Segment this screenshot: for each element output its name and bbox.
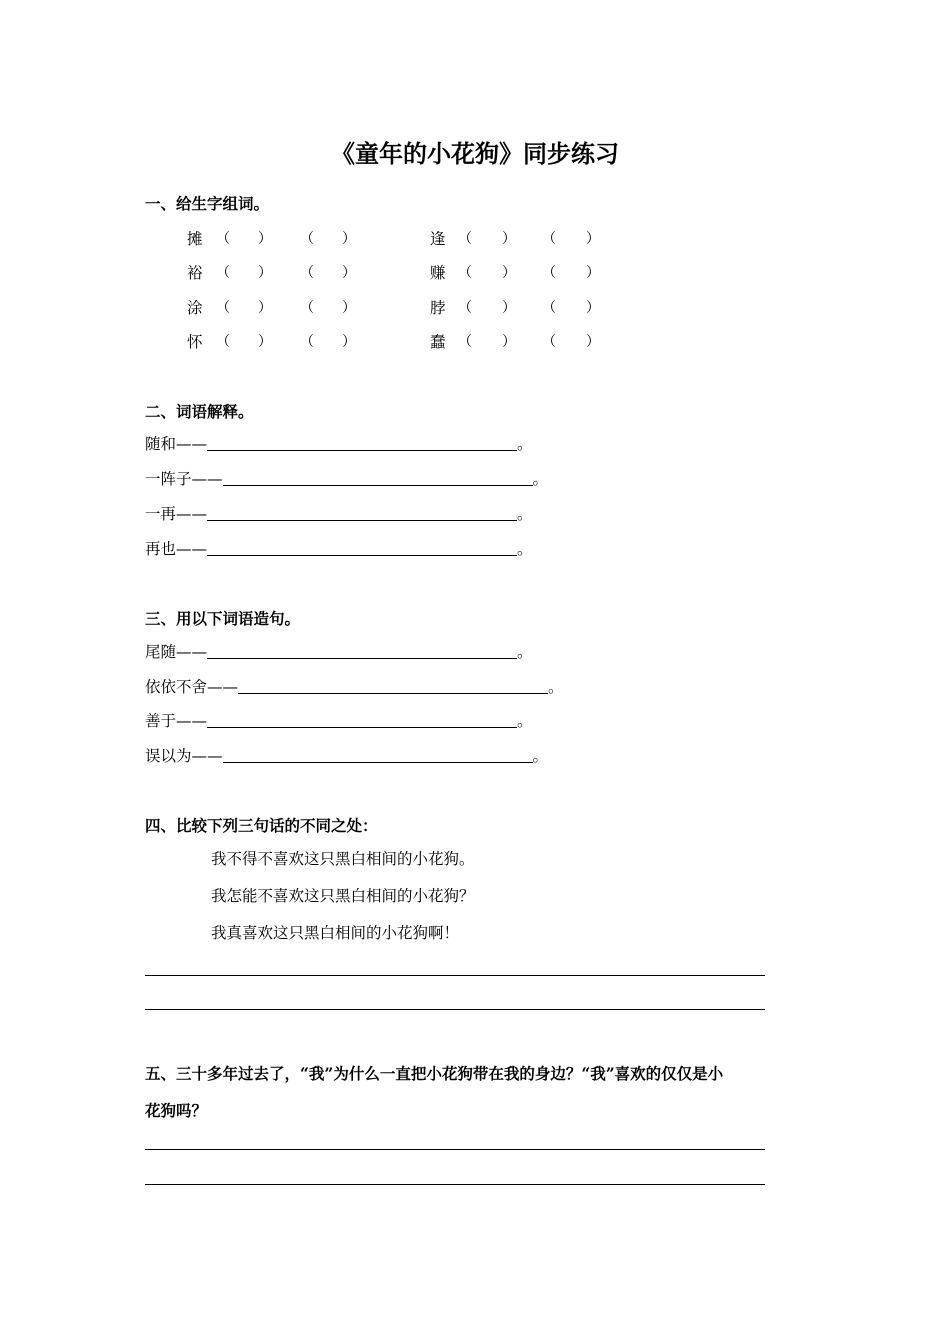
- word-blank[interactable]: [558, 261, 584, 281]
- section-1-heading: 一、给生字组词。: [145, 194, 270, 213]
- paren-close: ）: [586, 265, 600, 281]
- page-title: 《童年的小花狗》同步练习: [331, 139, 619, 168]
- paren-close: ）: [342, 231, 356, 247]
- paren-open: （: [542, 300, 556, 316]
- compare-sentence-2: 我怎能不喜欢这只黑白相间的小花狗？: [211, 887, 475, 905]
- word-blank[interactable]: [232, 261, 256, 281]
- answer-line[interactable]: [238, 693, 548, 694]
- period: 。: [517, 540, 533, 558]
- term-label: 一再——: [145, 505, 208, 523]
- period: 。: [532, 470, 549, 488]
- answer-line[interactable]: [207, 658, 517, 659]
- paren-close: ）: [258, 231, 272, 247]
- answer-line[interactable]: [145, 1184, 765, 1185]
- period: 。: [517, 505, 533, 523]
- period: 。: [532, 747, 549, 765]
- paren-open: （: [458, 265, 472, 281]
- word-blank[interactable]: [474, 296, 500, 316]
- paren-open: （: [458, 231, 472, 247]
- paren-close: ）: [502, 265, 516, 281]
- paren-open: （: [300, 334, 314, 350]
- paren-close: ）: [586, 231, 600, 247]
- answer-line[interactable]: [207, 520, 517, 521]
- section-3-heading: 三、用以下词语造句。: [145, 609, 301, 628]
- period: 。: [517, 435, 533, 453]
- paren-open: （: [216, 300, 230, 316]
- paren-close: ）: [258, 334, 272, 350]
- vocab-char: 逢: [430, 230, 446, 248]
- answer-line[interactable]: [223, 762, 533, 763]
- paren-close: ）: [502, 231, 516, 247]
- paren-open: （: [542, 231, 556, 247]
- word-blank[interactable]: [232, 330, 256, 350]
- answer-line[interactable]: [223, 485, 533, 486]
- section-5-heading-line-1: 五、三十多年过去了，“我”为什么一直把小花狗带在我的身边？“我”喜欢的仅仅是小: [145, 1064, 724, 1083]
- section-5-heading-line-2: 花狗吗？: [145, 1101, 208, 1120]
- paren-close: ）: [342, 300, 356, 316]
- paren-close: ）: [258, 265, 272, 281]
- paren-close: ）: [342, 334, 356, 350]
- word-blank[interactable]: [558, 227, 584, 247]
- paren-open: （: [542, 334, 556, 350]
- paren-close: ）: [342, 265, 356, 281]
- term-label: 再也——: [145, 540, 208, 558]
- period: 。: [517, 712, 533, 730]
- period: 。: [548, 678, 564, 696]
- term-label: 善于——: [145, 712, 208, 730]
- paren-close: ）: [502, 334, 516, 350]
- paren-open: （: [216, 265, 230, 281]
- answer-line[interactable]: [145, 1149, 765, 1150]
- paren-open: （: [300, 265, 314, 281]
- paren-open: （: [216, 334, 230, 350]
- vocab-char: 赚: [430, 264, 446, 282]
- term-label: 误以为——: [145, 747, 223, 765]
- answer-line[interactable]: [207, 727, 517, 728]
- word-blank[interactable]: [474, 330, 500, 350]
- vocab-char: 怀: [187, 333, 203, 351]
- term-label: 尾随——: [145, 643, 208, 661]
- compare-sentence-1: 我不得不喜欢这只黑白相间的小花狗。: [211, 850, 475, 868]
- vocab-char: 脖: [430, 299, 446, 317]
- answer-line[interactable]: [145, 1009, 765, 1010]
- paren-close: ）: [586, 334, 600, 350]
- vocab-char: 摊: [187, 230, 203, 248]
- word-blank[interactable]: [316, 330, 340, 350]
- paren-open: （: [216, 231, 230, 247]
- answer-line[interactable]: [207, 555, 517, 556]
- paren-close: ）: [502, 300, 516, 316]
- paren-open: （: [458, 334, 472, 350]
- term-label: 依依不舍——: [145, 678, 239, 696]
- vocab-char: 蠢: [430, 333, 446, 351]
- compare-sentence-3: 我真喜欢这只黑白相间的小花狗啊！: [211, 924, 460, 942]
- word-blank[interactable]: [558, 330, 584, 350]
- answer-line[interactable]: [207, 450, 517, 451]
- word-blank[interactable]: [474, 227, 500, 247]
- word-blank[interactable]: [558, 296, 584, 316]
- word-blank[interactable]: [232, 296, 256, 316]
- word-blank[interactable]: [316, 261, 340, 281]
- paren-open: （: [458, 300, 472, 316]
- vocab-char: 裕: [187, 264, 203, 282]
- section-2-heading: 二、词语解释。: [145, 402, 254, 421]
- paren-close: ）: [258, 300, 272, 316]
- section-4-heading: 四、比较下列三句话的不同之处：: [145, 816, 378, 835]
- vocab-char: 涂: [187, 299, 203, 317]
- paren-open: （: [300, 300, 314, 316]
- word-blank[interactable]: [316, 296, 340, 316]
- paren-open: （: [542, 265, 556, 281]
- paren-close: ）: [586, 300, 600, 316]
- term-label: 一阵子——: [145, 470, 223, 488]
- answer-line[interactable]: [145, 975, 765, 976]
- word-blank[interactable]: [232, 227, 256, 247]
- word-blank[interactable]: [316, 227, 340, 247]
- term-label: 随和——: [145, 435, 208, 453]
- paren-open: （: [300, 231, 314, 247]
- period: 。: [517, 643, 533, 661]
- word-blank[interactable]: [474, 261, 500, 281]
